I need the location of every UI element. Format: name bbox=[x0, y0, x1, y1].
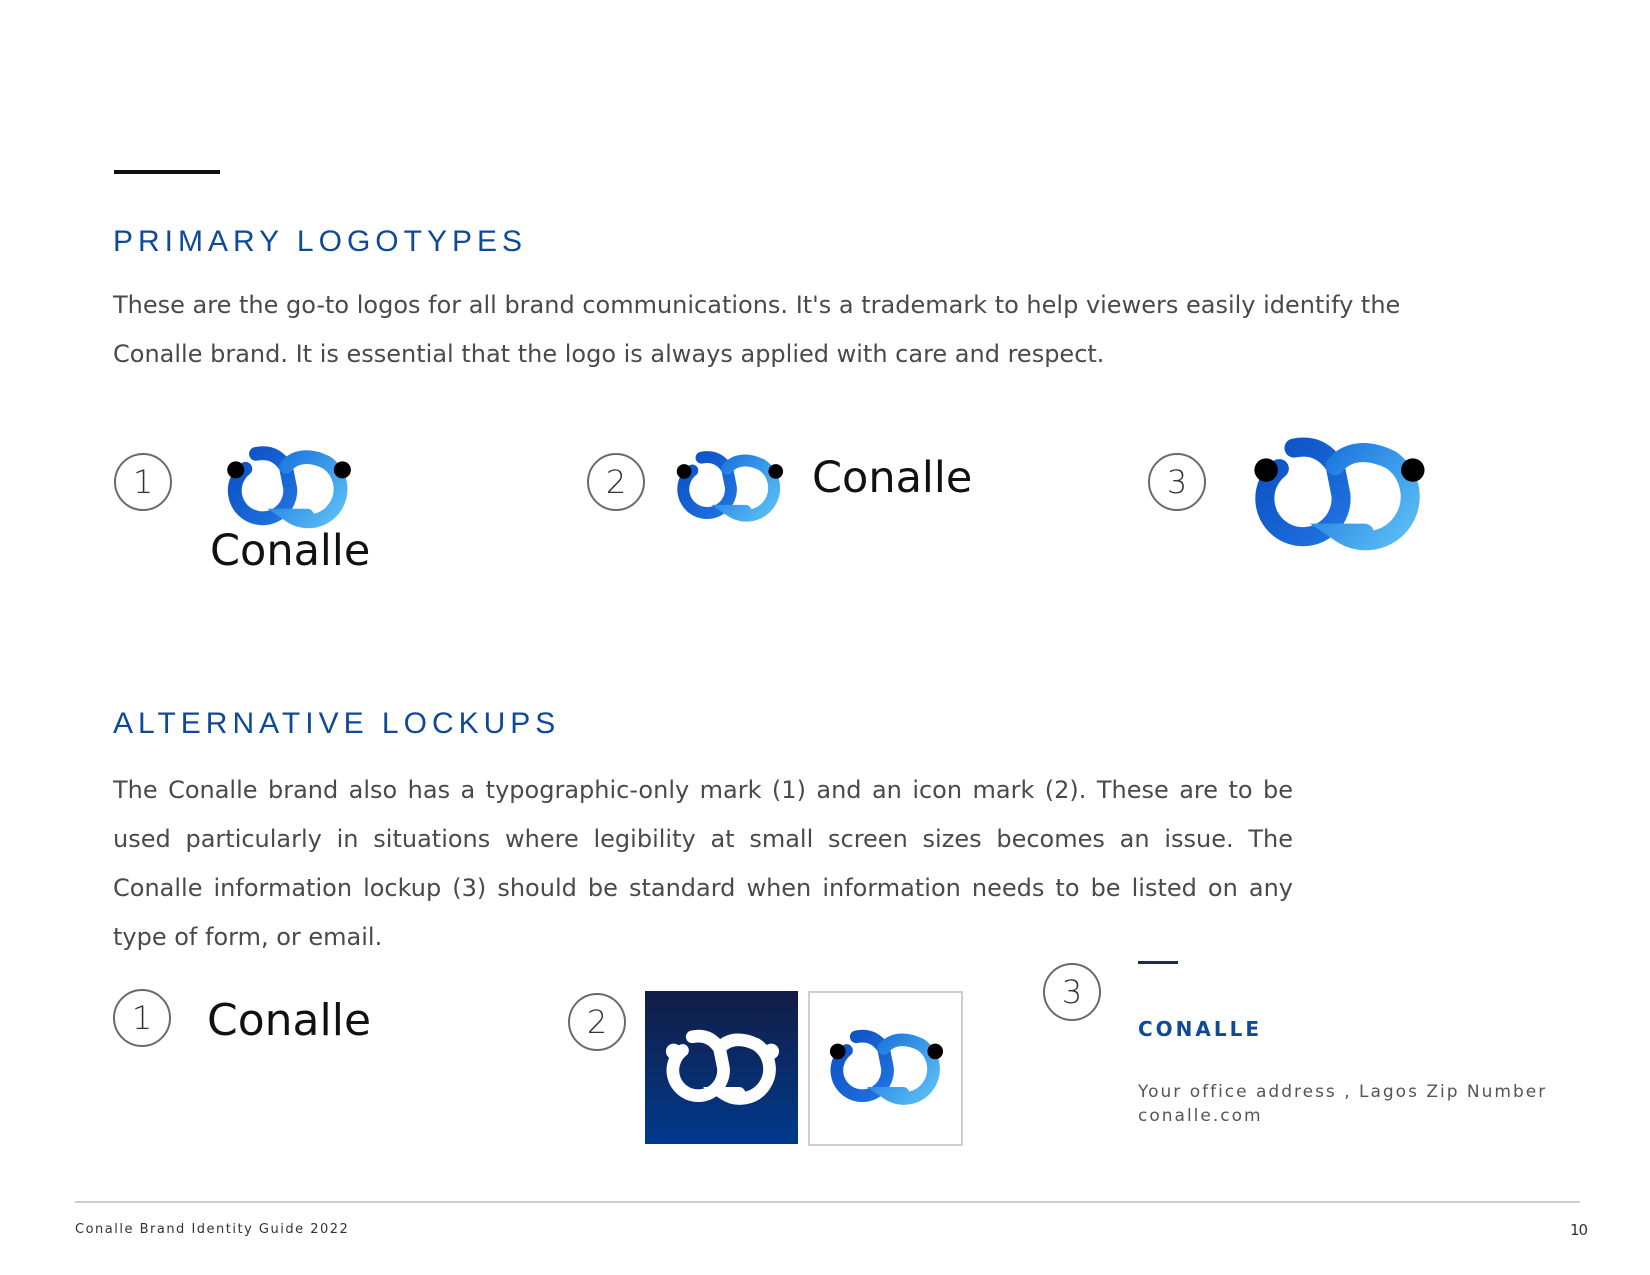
conalle-logo-icon bbox=[1250, 436, 1426, 554]
icon-mark-navy-tile bbox=[645, 991, 798, 1144]
page-number: 10 bbox=[1570, 1221, 1588, 1239]
conalle-wordmark: Conalle bbox=[210, 526, 371, 576]
number-badge-2: 2 bbox=[568, 993, 626, 1051]
conalle-wordmark: Conalle bbox=[207, 995, 372, 1046]
number-badge-3: 3 bbox=[1043, 963, 1101, 1021]
lockup-title: CONALLE bbox=[1138, 1017, 1263, 1041]
lockup-website: conalle.com bbox=[1138, 1106, 1263, 1126]
footer-title: Conalle Brand Identity Guide 2022 bbox=[75, 1222, 350, 1237]
number-badge-1: 1 bbox=[114, 453, 172, 511]
primary-logotypes-heading: PRIMARY LOGOTYPES bbox=[113, 225, 527, 258]
lockup-address: Your office address , Lagos Zip Number bbox=[1138, 1082, 1548, 1102]
conalle-logo-icon bbox=[224, 445, 352, 531]
lockup-accent-rule bbox=[1138, 961, 1178, 964]
number-badge-1: 1 bbox=[113, 989, 171, 1047]
footer-divider bbox=[75, 1201, 1580, 1203]
conalle-logo-icon bbox=[674, 450, 784, 524]
number-badge-2: 2 bbox=[587, 453, 645, 511]
number-badge-3: 3 bbox=[1148, 453, 1206, 511]
icon-mark-white-tile bbox=[808, 991, 963, 1146]
section-divider bbox=[114, 170, 220, 174]
alternative-lockups-description: The Conalle brand also has a typographic-only mark (1) and an icon mark (2). These are to be used particularly in situations where legibility at small screen sizes becomes an issue. The Conalle information lockup (3) should be standard when information needs to be listed on any type of form, or email. bbox=[113, 776, 1293, 951]
conalle-wordmark: Conalle bbox=[812, 453, 973, 503]
alternative-lockups-heading: ALTERNATIVE LOCKUPS bbox=[113, 707, 561, 740]
primary-logotypes-description: These are the go-to logos for all brand communications. It's a trademark to help viewers easily identify the Conalle brand. It is essential that the logo is always applied with care and respect. bbox=[113, 291, 1401, 368]
